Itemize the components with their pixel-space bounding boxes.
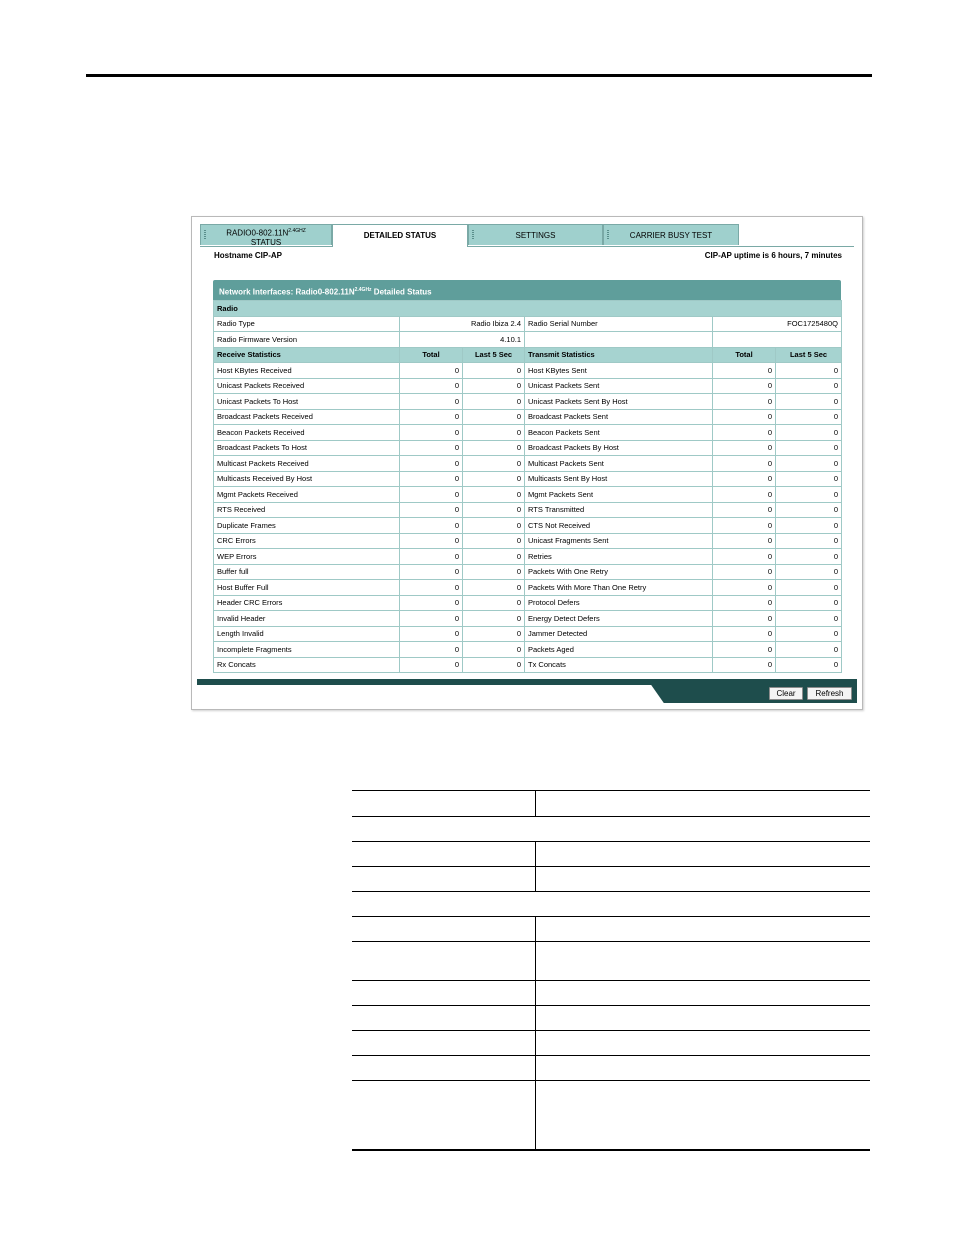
stats-row: [214, 363, 842, 379]
rx-last5-value: 0: [463, 394, 525, 410]
table-rule: [352, 1055, 870, 1056]
tx-total-value: 0: [713, 595, 776, 611]
tx-total-value: 0: [713, 487, 776, 503]
radio-section-row: [214, 301, 842, 317]
tx-total-value: 0: [713, 657, 776, 673]
rx-last5-value: 0: [463, 440, 525, 456]
tx-last5-value: 0: [776, 487, 842, 503]
tx-total-value: 0: [713, 626, 776, 642]
stats-row: [214, 487, 842, 503]
radio-type-row: [214, 316, 842, 332]
table-rule: [352, 941, 870, 942]
rx-last5-value: 0: [463, 502, 525, 518]
rx-total-value: 0: [400, 502, 463, 518]
radio-firmware-label: Radio Firmware Version: [214, 332, 400, 348]
tx-last5-value: 0: [776, 533, 842, 549]
tx-last5-value: 0: [776, 642, 842, 658]
stats-row: [214, 394, 842, 410]
tx-last5-value: 0: [776, 657, 842, 673]
radio-firmware-value: 4.10.1: [400, 332, 525, 348]
rx-total-value: 0: [400, 626, 463, 642]
stats-row: [214, 564, 842, 580]
tx-last5-value: 0: [776, 626, 842, 642]
rx-total-value: 0: [400, 487, 463, 503]
table-rule: [352, 1005, 870, 1006]
tx-total-value: 0: [713, 611, 776, 627]
tx-last5-value: 0: [776, 409, 842, 425]
tx-total-value: 0: [713, 580, 776, 596]
rx-stat-label: Host KBytes Received: [214, 363, 400, 379]
table-rule: [352, 1149, 870, 1151]
rx-last5-value: 0: [463, 626, 525, 642]
tx-stat-label: Multicasts Sent By Host: [525, 471, 713, 487]
rx-total-value: 0: [400, 409, 463, 425]
rx-total-value: 0: [400, 425, 463, 441]
tx-total-header: Total: [713, 347, 776, 363]
rx-last5-value: 0: [463, 518, 525, 534]
rx-total-value: 0: [400, 533, 463, 549]
rx-total-value: 0: [400, 580, 463, 596]
rx-last5-value: 0: [463, 425, 525, 441]
rx-total-value: 0: [400, 549, 463, 565]
tx-total-value: 0: [713, 518, 776, 534]
table-rule: [352, 980, 870, 981]
tx-stat-label: Packets Aged: [525, 642, 713, 658]
tx-total-value: 0: [713, 533, 776, 549]
hostname-label: Hostname CIP-AP: [214, 251, 283, 260]
clear-button[interactable]: Clear: [769, 687, 803, 700]
rx-stat-label: Multicasts Received By Host: [214, 471, 400, 487]
tx-stat-label: Beacon Packets Sent: [525, 425, 713, 441]
rx-stat-label: CRC Errors: [214, 533, 400, 549]
rx-last5-value: 0: [463, 549, 525, 565]
rx-total-value: 0: [400, 642, 463, 658]
rx-total-value: 0: [400, 657, 463, 673]
transmit-stats-header: Transmit Statistics: [525, 347, 713, 363]
tx-total-value: 0: [713, 394, 776, 410]
tx-total-value: 0: [713, 471, 776, 487]
tx-total-value: 0: [713, 363, 776, 379]
rx-last5-value: 0: [463, 580, 525, 596]
rx-stat-label: Invalid Header: [214, 611, 400, 627]
tx-total-value: 0: [713, 409, 776, 425]
rx-stat-label: Broadcast Packets Received: [214, 409, 400, 425]
rx-last5-value: 0: [463, 409, 525, 425]
rx-stat-label: Duplicate Frames: [214, 518, 400, 534]
tx-stat-label: Unicast Packets Sent By Host: [525, 394, 713, 410]
stats-row: [214, 378, 842, 394]
stats-header-row: [214, 347, 842, 363]
rx-last5-value: 0: [463, 378, 525, 394]
web-ui-screenshot: [191, 216, 863, 710]
radio-serial-label: Radio Serial Number: [525, 316, 713, 332]
tx-stat-label: Unicast Packets Sent: [525, 378, 713, 394]
rx-total-value: 0: [400, 564, 463, 580]
stats-row: [214, 533, 842, 549]
stats-row: [214, 611, 842, 627]
rx-last5-header: Last 5 Sec: [463, 347, 525, 363]
tx-total-value: 0: [713, 564, 776, 580]
rx-stat-label: Multicast Packets Received: [214, 456, 400, 472]
stats-row: [214, 425, 842, 441]
tx-last5-value: 0: [776, 425, 842, 441]
tab-bar: [200, 224, 854, 247]
rx-stat-label: Broadcast Packets To Host: [214, 440, 400, 456]
tx-stat-label: Retries: [525, 549, 713, 565]
tx-stat-label: Host KBytes Sent: [525, 363, 713, 379]
tx-stat-label: Multicast Packets Sent: [525, 456, 713, 472]
stats-row: [214, 502, 842, 518]
page-top-rule: [86, 74, 872, 77]
panel-title: Network Interfaces: $Radio0-802.11N^{2.4GHz}$ Detailed Status: [213, 280, 841, 300]
rx-total-value: 0: [400, 440, 463, 456]
tab-detailed-status[interactable]: DETAILED STATUS: [332, 224, 468, 247]
table-column-rule: [535, 841, 536, 891]
tab-grip-icon: [204, 230, 206, 240]
tx-last5-value: 0: [776, 580, 842, 596]
tx-last5-value: 0: [776, 611, 842, 627]
rx-total-value: 0: [400, 518, 463, 534]
radio-type-label: Radio Type: [214, 316, 400, 332]
rx-last5-value: 0: [463, 363, 525, 379]
rx-last5-value: 0: [463, 471, 525, 487]
radio-serial-value: FOC1725480Q: [713, 316, 842, 332]
stats-row: [214, 642, 842, 658]
tab-grip-icon: [607, 230, 609, 240]
stats-row: [214, 595, 842, 611]
tx-stat-label: Broadcast Packets Sent: [525, 409, 713, 425]
table-column-rule: [535, 916, 536, 1150]
tx-total-value: 0: [713, 456, 776, 472]
tx-stat-label: CTS Not Received: [525, 518, 713, 534]
tx-last5-value: 0: [776, 564, 842, 580]
rx-total-value: 0: [400, 394, 463, 410]
tx-last5-value: 0: [776, 595, 842, 611]
table-column-rule: [535, 790, 536, 816]
tx-stat-label: Jammer Detected: [525, 626, 713, 642]
tx-last5-value: 0: [776, 378, 842, 394]
stats-row: [214, 518, 842, 534]
table-rule: [352, 841, 870, 842]
tx-last5-header: Last 5 Sec: [776, 347, 842, 363]
rx-stat-label: WEP Errors: [214, 549, 400, 565]
tab-grip-icon: [472, 230, 474, 240]
rx-total-value: 0: [400, 378, 463, 394]
rx-total-value: 0: [400, 456, 463, 472]
table-rule: [352, 1080, 870, 1081]
stats-row: [214, 456, 842, 472]
rx-total-value: 0: [400, 363, 463, 379]
radio-firmware-row: [214, 332, 842, 348]
stats-row: [214, 657, 842, 673]
rx-last5-value: 0: [463, 595, 525, 611]
tx-stat-label: Protocol Defers: [525, 595, 713, 611]
rx-stat-label: RTS Received: [214, 502, 400, 518]
table-rule: [352, 790, 870, 791]
detailed-status-panel: [213, 280, 841, 673]
tx-stat-label: Unicast Fragments Sent: [525, 533, 713, 549]
tab-radio-status[interactable]: $RADIO0-802.11N^{2.4GHZ}$ STATUS: [200, 224, 332, 245]
radio-type-value: Radio Ibiza 2.4: [400, 316, 525, 332]
rx-last5-value: 0: [463, 611, 525, 627]
table-rule: [352, 866, 870, 867]
rx-stat-label: Unicast Packets To Host: [214, 394, 400, 410]
rx-stat-label: Incomplete Fragments: [214, 642, 400, 658]
rx-stat-label: Buffer full: [214, 564, 400, 580]
tx-last5-value: 0: [776, 456, 842, 472]
tx-total-value: 0: [713, 378, 776, 394]
rx-total-header: Total: [400, 347, 463, 363]
rx-stat-label: Host Buffer Full: [214, 580, 400, 596]
rx-last5-value: 0: [463, 642, 525, 658]
receive-stats-header: Receive Statistics: [214, 347, 400, 363]
tx-last5-value: 0: [776, 502, 842, 518]
tx-stat-label: Energy Detect Defers: [525, 611, 713, 627]
rx-stat-label: Header CRC Errors: [214, 595, 400, 611]
table-rule: [352, 1030, 870, 1031]
rx-stat-label: Beacon Packets Received: [214, 425, 400, 441]
rx-total-value: 0: [400, 595, 463, 611]
tx-stat-label: Mgmt Packets Sent: [525, 487, 713, 503]
table-rule: [352, 891, 870, 892]
stats-row: [214, 626, 842, 642]
stats-row: [214, 549, 842, 565]
rx-stat-label: Length Invalid: [214, 626, 400, 642]
tx-last5-value: 0: [776, 549, 842, 565]
status-table: [213, 300, 842, 673]
tab-settings[interactable]: SETTINGS: [468, 224, 603, 245]
rx-total-value: 0: [400, 611, 463, 627]
tx-last5-value: 0: [776, 363, 842, 379]
tx-total-value: 0: [713, 502, 776, 518]
tx-stat-label: RTS Transmitted: [525, 502, 713, 518]
stats-row: [214, 409, 842, 425]
table-rule: [352, 816, 870, 817]
stats-row: [214, 580, 842, 596]
tx-total-value: 0: [713, 642, 776, 658]
stats-row: [214, 471, 842, 487]
rx-stat-label: Unicast Packets Received: [214, 378, 400, 394]
tx-last5-value: 0: [776, 518, 842, 534]
rx-last5-value: 0: [463, 487, 525, 503]
stats-row: [214, 440, 842, 456]
tx-total-value: 0: [713, 549, 776, 565]
tab-carrier-busy-test[interactable]: CARRIER BUSY TEST: [603, 224, 739, 245]
tx-last5-value: 0: [776, 394, 842, 410]
rx-last5-value: 0: [463, 533, 525, 549]
radio-section-label: Radio: [214, 301, 842, 317]
rx-last5-value: 0: [463, 456, 525, 472]
rx-last5-value: 0: [463, 564, 525, 580]
tx-total-value: 0: [713, 425, 776, 441]
tx-last5-value: 0: [776, 440, 842, 456]
rx-stat-label: Rx Concats: [214, 657, 400, 673]
tx-last5-value: 0: [776, 471, 842, 487]
rx-stat-label: Mgmt Packets Received: [214, 487, 400, 503]
uptime-text: CIP-AP uptime is 6 hours, 7 minutes: [704, 251, 842, 260]
tx-stat-label: Packets With More Than One Retry: [525, 580, 713, 596]
tx-stat-label: Packets With One Retry: [525, 564, 713, 580]
refresh-button[interactable]: Refresh: [807, 687, 852, 700]
tx-stat-label: Broadcast Packets By Host: [525, 440, 713, 456]
rx-last5-value: 0: [463, 657, 525, 673]
tx-total-value: 0: [713, 440, 776, 456]
rx-total-value: 0: [400, 471, 463, 487]
tx-stat-label: Tx Concats: [525, 657, 713, 673]
table-rule: [352, 916, 870, 917]
